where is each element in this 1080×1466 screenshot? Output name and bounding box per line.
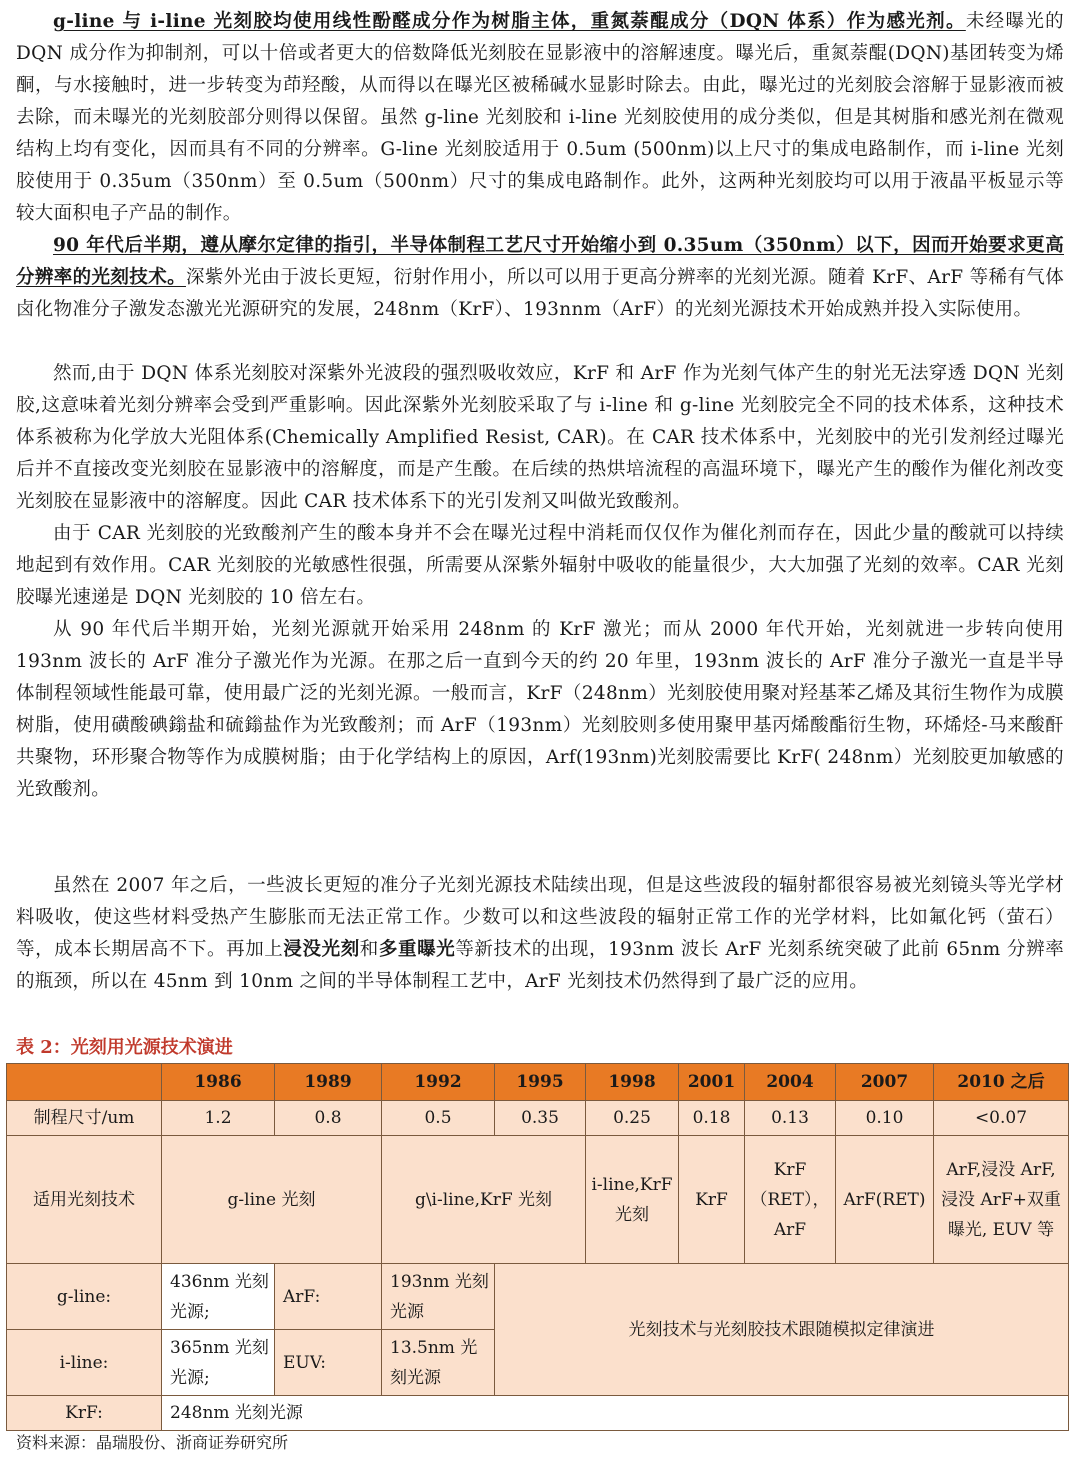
table-cell: ArF,浸没 ArF,浸没 ArF+双重曝光, EUV 等: [934, 1136, 1069, 1264]
table-cell: g-line 光刻: [162, 1136, 382, 1264]
header-year: 1998: [586, 1064, 679, 1101]
table-cell: <0.07: [934, 1101, 1069, 1136]
table-row-krf-legend: [7, 1396, 1069, 1431]
legend-value: 13.5nm 光刻光源: [382, 1330, 495, 1396]
legend-value: 436nm 光刻光源;: [162, 1264, 275, 1330]
header-year: 1992: [382, 1064, 495, 1101]
paragraph-body: 未经曝光的 DQN 成分作为抑制剂，可以十倍或者更大的倍数降低光刻胶在显影液中的溶解速度。曝光后，重氮萘醌(DQN)基团转变为烯酮，与水接触时，进一步转变为茚羟酸，从而得以在曝光区被稀碱水显影时除去。由此，曝光过的光刻胶会溶解于显影液而被去除，而未曝光的光刻胶部分则得以保留。虽然 g-line 光刻胶和 i-line 光刻胶使用的成分类似，但是其树脂和感光剂在微观结构上均有变化，因而具有不同的分辨率。G-line 光刻胶适用于 0.5um (500nm)以上尺寸的集成电路制作，而 i-line 光刻胶使用于 0.35um（350nm）至 0.5um（500nm）尺寸的集成电路制作。此外，这两种光刻胶均可以用于液晶平板显示等较大面积电子产品的制作。: [16, 11, 1064, 224]
keyword-immersion: 浸没光刻: [283, 939, 360, 960]
table-row-gline-legend: [7, 1264, 1069, 1330]
table-row-applicable-tech: [7, 1136, 1069, 1264]
table-cell: 0.5: [382, 1101, 495, 1136]
paragraph-car-system: 然而,由于 DQN 体系光刻胶对深紫外光波段的强烈吸收效应，KrF 和 ArF 作为光刻气体产生的射光无法穿透 DQN 光刻胶,这意味着光刻分辨率会受到严重影响。因此深紫外光刻胶采取了与 i-line 和 g-line 光刻胶完全不同的技术体系，这种技术体系被称为化学放大光阻体系(Chemically Amplified Resist, CAR)。在 CAR 技术体系中，光刻胶中的光引发剂经过曝光后并不直接改变光刻胶在显影液中的溶解度，而是产生酸。在后续的热烘培流程的高温环境下，曝光产生的酸作为催化剂改变光刻胶在显影液中的溶解度。因此 CAR 技术体系下的光引发剂又叫做光致酸剂。: [16, 363, 1064, 512]
lithography-evolution-table: [6, 1063, 1069, 1431]
paragraph-text: 虽然在 2007 年之后，一些波长更短的准分子光刻光源技术陆续出现，但是这些波段的辐射都很容易被光刻镜头等光学材料吸收，使这些材料受热产生膨胀而无法正常工作。少数可以和这些波段的辐射正常工作的光学材料，比如氟化钙（萤石）等，成本长期居高不下。再加上: [16, 875, 1064, 960]
legend-label: KrF:: [7, 1396, 162, 1431]
table-cell: i-line,KrF 光刻: [586, 1136, 679, 1264]
source-note: 资料来源：晶瑞股份、浙商证券研究所: [16, 1433, 289, 1452]
row-label: 制程尺寸/um: [7, 1101, 162, 1136]
table-cell: KrF: [679, 1136, 745, 1264]
paragraph-text: 等新技术的出现，193nm 波长 ArF 光刻系统突破了此前 65nm 分辨率的瓶颈，所以在 45nm 到 10nm 之间的半导体制程工艺中，ArF 光刻技术仍然得到了最广泛的应用。: [16, 939, 1064, 992]
table-cell: 1.2: [162, 1101, 275, 1136]
legend-note: 光刻技术与光刻胶技术跟随模拟定律演进: [495, 1264, 1069, 1396]
legend-label: i-line:: [7, 1330, 162, 1396]
header-year: 2001: [679, 1064, 745, 1101]
paragraph-krf-arf: 从 90 年代后半期开始，光刻光源就开始采用 248nm 的 KrF 激光；而从 2000 年代开始，光刻就进一步转向使用 193nm 波长的 ArF 准分子激光作为光源。在那之后一直到今天的约 20 年里，193nm 波长的 ArF 准分子激光一直是半导体制程领域性能最可靠，使用最广泛的光刻光源。一般而言，KrF（248nm）光刻胶使用聚对羟基苯乙烯及其衍生物作为成膜树脂，使用磺酸碘鎓盐和硫鎓盐作为光致酸剂；而 ArF（193nm）光刻胶则多使用聚甲基丙烯酸酯衍生物，环烯烃-马来酸酐共聚物，环形聚合物等作为成膜树脂；由于化学结构上的原因，Arf(193nm)光刻胶需要比 KrF( 248nm）光刻胶更加敏感的光致酸剂。: [16, 619, 1064, 800]
legend-label: g-line:: [7, 1264, 162, 1330]
row-label: 适用光刻技术: [7, 1136, 162, 1264]
header-year: 1989: [275, 1064, 382, 1101]
header-year: 2004: [745, 1064, 836, 1101]
legend-value: 193nm 光刻光源: [382, 1264, 495, 1330]
legend-value: 365nm 光刻光源;: [162, 1330, 275, 1396]
table-cell: 0.8: [275, 1101, 382, 1136]
paragraph-dqn-photoresist: [16, 6, 1064, 230]
table-cell: KrF （RET），ArF: [745, 1136, 836, 1264]
paragraph-lead-bold: 90 年代后半期，遵从摩尔定律的指引，半导体制程工艺尺寸开始缩小到 0.35um（350nm）以下，因而开始要求更高分辨率的光刻技术。: [16, 235, 1064, 288]
table-cell: g\i-line,KrF 光刻: [382, 1136, 586, 1264]
paragraph-moore-law: [16, 230, 1064, 326]
header-empty-cell: [7, 1064, 162, 1101]
table-cell: 0.13: [745, 1101, 836, 1136]
legend-label: ArF:: [275, 1264, 382, 1330]
table-cell: ArF(RET): [836, 1136, 934, 1264]
header-year: 1995: [495, 1064, 586, 1101]
paragraph-arf-dominance: [16, 870, 1064, 998]
paragraph-text: 和: [359, 939, 379, 960]
table-header-row: [7, 1064, 1069, 1101]
keyword-multiple-exposure: 多重曝光: [378, 939, 456, 960]
table-cell: 0.18: [679, 1101, 745, 1136]
table-row-process-size: [7, 1101, 1069, 1136]
legend-value: 248nm 光刻光源: [162, 1396, 1069, 1431]
table-cell: 0.10: [836, 1101, 934, 1136]
table-title: 表 2：光刻用光源技术演进: [16, 1037, 233, 1058]
paragraph-body: 深紫外光由于波长更短，衍射作用小，所以可以用于更高分辨率的光刻光源。随着 KrF、ArF 等稀有气体卤化物准分子激发态激光光源研究的发展，248nm（KrF）、193nnm（ArF）的光刻光源技术开始成熟并投入实际使用。: [16, 267, 1064, 320]
legend-label: EUV:: [275, 1330, 382, 1396]
header-year: 1986: [162, 1064, 275, 1101]
header-year: 2007: [836, 1064, 934, 1101]
paragraph-car-efficiency: 由于 CAR 光刻胶的光致酸剂产生的酸本身并不会在曝光过程中消耗而仅仅作为催化剂而存在，因此少量的酸就可以持续地起到有效作用。CAR 光刻胶的光敏感性很强，所需要从深紫外辐射中吸收的能量很少，大大加强了光刻的效率。CAR 光刻胶曝光速递是 DQN 光刻胶的 10 倍左右。: [16, 523, 1064, 608]
header-year: 2010 之后: [934, 1064, 1069, 1101]
table-cell: 0.35: [495, 1101, 586, 1136]
table-cell: 0.25: [586, 1101, 679, 1136]
paragraph-lead-bold: g-line 与 i-line 光刻胶均使用线性酚醛成分作为树脂主体，重氮萘醌成分（DQN 体系）作为感光剂。: [53, 11, 966, 32]
